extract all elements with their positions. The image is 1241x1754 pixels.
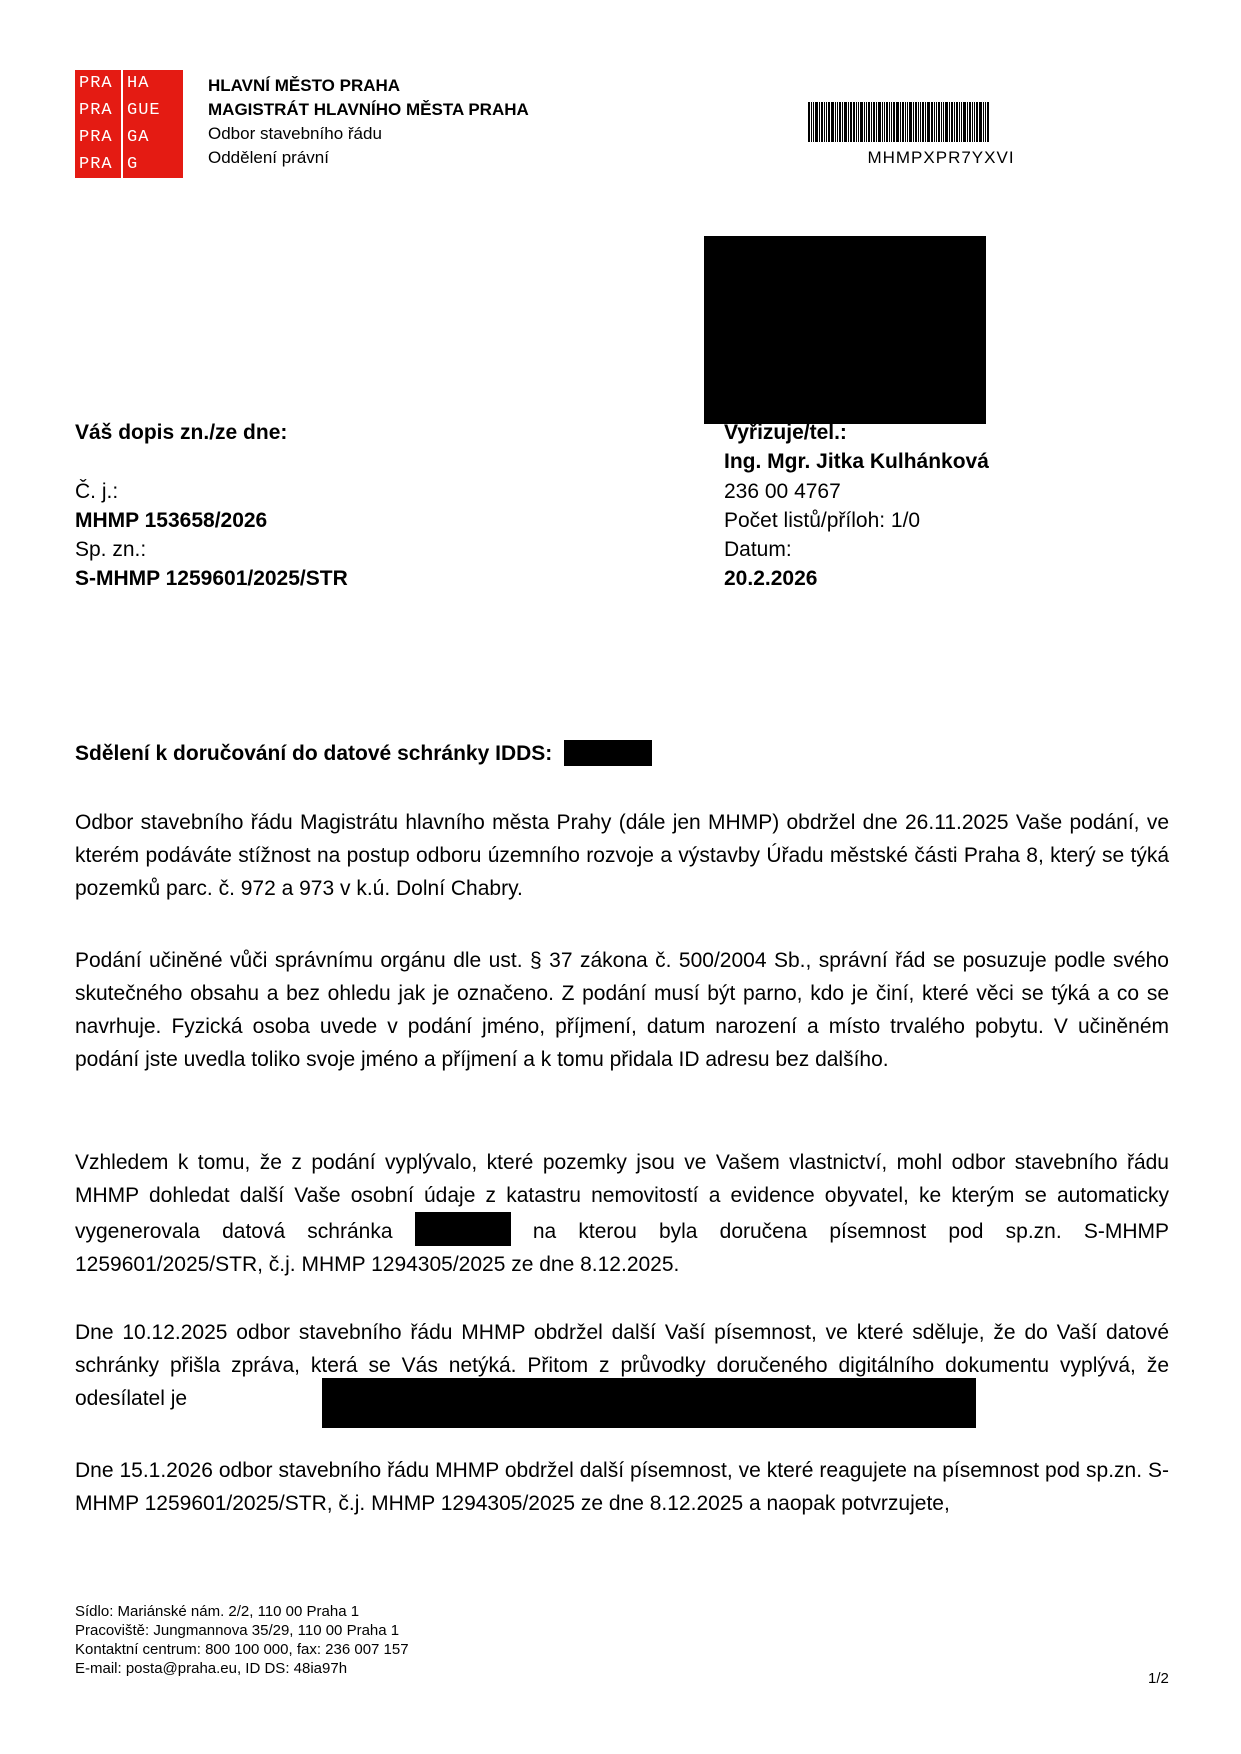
paragraph-5 [75,1454,1169,1520]
logo-text: GA [127,128,150,147]
barcode-bar [920,102,921,142]
barcode-bar [902,102,904,142]
barcode-bar [922,102,924,142]
subject-line [75,740,652,766]
barcode-bar [927,102,930,142]
barcode-bar [945,102,948,142]
header-section: Oddělení právní [208,148,329,167]
barcode-bar [963,102,966,142]
redacted-databox [415,1212,511,1246]
barcode-bar [889,102,890,142]
barcode-bar [976,102,978,142]
barcode-bar [839,102,841,142]
barcode-bar [811,102,812,142]
barcode-bar [954,102,955,142]
date-value: 20.2.2026 [724,567,818,590]
barcode-bar [882,102,883,142]
header-city: HLAVNÍ MĚSTO PRAHA [208,76,401,95]
contact-label: Vyřizuje/tel.: [724,421,847,444]
cj-label: Č. j.: [75,480,119,503]
barcode-bar [949,102,950,142]
logo-text: HA [127,74,150,93]
barcode-bar [860,102,863,142]
redacted-address [704,236,986,424]
barcode-bar [934,102,935,142]
barcode-bar [905,102,906,142]
date-label: Datum: [724,538,792,561]
prague-logo [75,70,183,178]
barcode-bar [856,102,857,142]
contact-name: Ing. Mgr. Jitka Kulhánková [724,450,989,473]
logo-text: PRA [75,124,123,151]
barcode-bar [913,102,914,142]
barcode-bar [987,102,989,142]
paragraph-3 [75,1146,1169,1281]
barcode-bar [873,102,875,142]
barcode-bar [835,102,836,142]
paragraph-text: Dne 15.1.2026 odbor stavebního řádu MHMP obdržel další písemnost, ve které reagujete na písemnost pod sp.zn. S-MHMP 1259601/2025/STR, č.j. MHMP 1294305/2025 ze dne 8.12.2025 a naopak potvrzujete, [75,1459,1169,1515]
barcode-bar [915,102,917,142]
barcode-bar [961,102,962,142]
logo-text: PRA [75,70,123,97]
barcode-bar [884,102,885,142]
barcode-bar [815,102,818,142]
barcode-bar [985,102,986,142]
barcode-bar [819,102,820,142]
header-department: Odbor stavebního řádu [208,124,382,143]
barcode-bar [878,102,881,142]
barcode-bar [972,102,973,142]
barcode-bar [900,102,901,142]
barcode-bar [837,102,838,142]
barcode-bar [842,102,843,142]
paragraph-text: Odbor stavebního řádu Magistrátu hlavního města Prahy (dále jen MHMP) obdržel dne 26.11.2025 Vaše podání, ve kterém podáváte stížnost na postup odboru územního rozvoje a výstavby Úřadu městské části Praha 8, který se týká pozemků parc. č. 972 a 973 v k.ú. Dolní Chabry. [75,811,1169,900]
barcode-bar [907,102,908,142]
paragraph-text: Vzhledem k tomu, že z podání vyplývalo, které pozemky jsou ve Vašem vlastnictví, mohl odbor stavebního řádu MHMP dohledat další Vaše osobní údaje z katastru nemovitostí a evidence obyvatel, ke kterým se automaticky vygenerovala datová schránka [75,1151,1169,1243]
header-magistrate: MAGISTRÁT HLAVNÍHO MĚSTA PRAHA [208,100,529,119]
contact-phone: 236 00 4767 [724,480,841,503]
barcode-bar [896,102,899,142]
barcode-bar [868,102,870,142]
barcode-bar [893,102,895,142]
barcode-bar [831,102,834,142]
subject-text: Sdělení k doručování do datové schránky IDDS: [75,742,553,765]
barcode-bar [969,102,971,142]
barcode-bar [979,102,982,142]
barcode-bar [918,102,919,142]
barcode-bar [925,102,926,142]
barcode-code: MHMPXPR7YXVI [867,148,1015,167]
barcode-bar [821,102,823,142]
footer-email: E-mail: posta@praha.eu, ID DS: 48ia97h [75,1660,348,1677]
barcode-bar [828,102,830,142]
footer-contact-center: Kontaktní centrum: 800 100 000, fax: 236 007 157 [75,1641,409,1658]
barcode-bar [864,102,865,142]
logo-text: PRA [75,97,123,124]
barcode-bar [858,102,859,142]
barcode-bar [876,102,877,142]
barcode-bar [871,102,872,142]
spzn-value: S-MHMP 1259601/2025/STR [75,567,348,590]
barcode-bar [951,102,953,142]
barcode-bar [941,102,942,142]
barcode-bar [850,102,852,142]
barcode-bar [974,102,975,142]
barcode-bar [967,102,968,142]
logo-text: G [127,155,139,174]
redacted-databox-id [564,740,652,766]
paragraph-text: Dne 10.12.2025 odbor stavebního řádu MHMP obdržel další Vaší písemnost, ve které sděluje, že do Vaší datové schránky přišla zpráva, která se Vás netýká. Přitom z průvodky doručeného digitálního dokumentu vyplývá, že odesílatel je [75,1321,1169,1410]
spzn-label: Sp. zn.: [75,538,147,561]
barcode-bar [808,102,810,142]
barcode-bar [824,102,825,142]
barcode-bar [886,102,888,142]
barcode-bar [983,102,984,142]
paragraph-2 [75,944,1169,1076]
footer-workplace: Pracoviště: Jungmannova 35/29, 110 00 Praha 1 [75,1622,400,1639]
logo-text: GUE [127,101,161,120]
your-letter-label: Váš dopis zn./ze dne: [75,421,288,444]
barcode-bar [853,102,855,142]
barcode-bar [826,102,827,142]
paragraph-1 [75,806,1169,905]
page-number: 1/2 [1148,1670,1169,1687]
barcode-bar [866,102,867,142]
barcode-bar [891,102,892,142]
sheet-count: Počet listů/příloh: 1/0 [724,509,921,532]
footer [75,1602,409,1678]
footer-seat: Sídlo: Mariánské nám. 2/2, 110 00 Praha 1 [75,1603,360,1620]
barcode-bar [938,102,940,142]
barcode [808,102,1074,142]
barcode-bar [943,102,944,142]
barcode-bar [931,102,933,142]
barcode-bar [959,102,960,142]
barcode-bar [848,102,849,142]
redacted-sender [322,1378,976,1428]
paragraph-text: Podání učiněné vůči správnímu orgánu dle ust. § 37 zákona č. 500/2004 Sb., správní řád se posuzuje podle svého skutečného obsahu a bez ohledu jak je označeno. Z podání musí být parno, kdo je činí, které věci se týká a co se navrhuje. Fyzická osoba uvede v podání jméno, příjmení, datum narození a místo trvalého pobytu. V učiněném podání jste uvedla toliko svoje jméno a příjmení a k tomu přidala ID adresu bez dalšího. [75,949,1169,1071]
cj-value: MHMP 153658/2026 [75,509,268,532]
logo-text: PRA [75,151,123,178]
barcode-bar [813,102,814,142]
paragraph-text: na kterou byla doručena písemnost pod sp.zn. S-MHMP 1259601/2025/STR, č.j. MHMP 1294305/2025 ze dne 8.12.2025. [75,1220,1169,1276]
barcode-bar [936,102,937,142]
barcode-bar [844,102,847,142]
barcode-bar [909,102,912,142]
barcode-bar [956,102,958,142]
